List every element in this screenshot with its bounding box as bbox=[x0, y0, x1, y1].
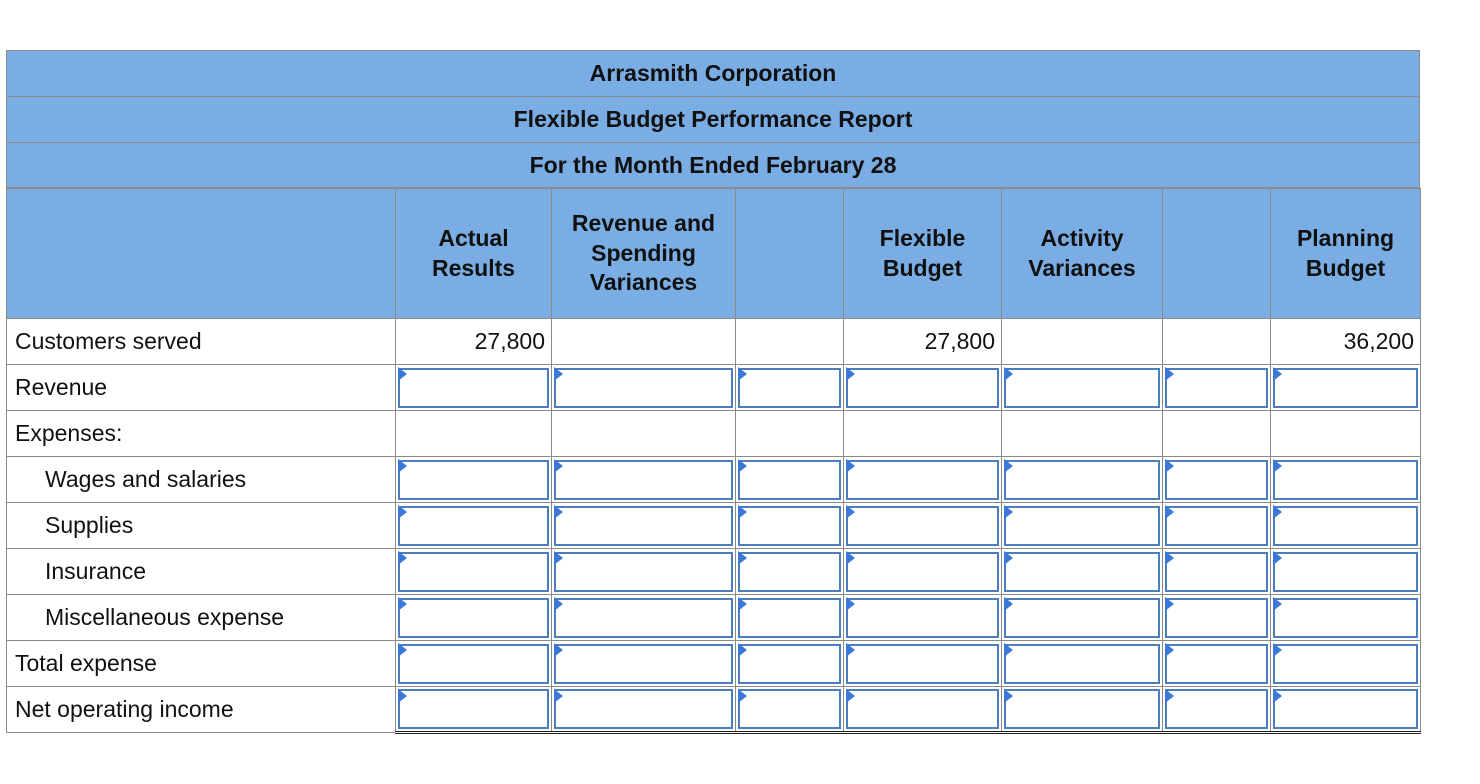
input-indicator-icon bbox=[1004, 367, 1013, 381]
answer-input[interactable] bbox=[398, 552, 549, 592]
answer-input[interactable] bbox=[398, 506, 549, 546]
answer-input-cell[interactable] bbox=[736, 365, 844, 411]
answer-input-cell[interactable] bbox=[1163, 687, 1271, 733]
answer-input-cell[interactable] bbox=[844, 641, 1002, 687]
answer-input[interactable] bbox=[1273, 644, 1418, 684]
planning-budget-value: 36,200 bbox=[1271, 319, 1421, 365]
input-indicator-icon bbox=[398, 367, 407, 381]
empty-cell bbox=[1163, 319, 1271, 365]
answer-input-cell[interactable] bbox=[1002, 687, 1163, 733]
answer-input[interactable] bbox=[1004, 460, 1160, 500]
row-label: Wages and salaries bbox=[7, 457, 396, 503]
empty-cell bbox=[396, 411, 552, 457]
input-indicator-icon bbox=[398, 643, 407, 657]
input-indicator-icon bbox=[1273, 459, 1282, 473]
input-indicator-icon bbox=[554, 459, 563, 473]
answer-input-cell[interactable] bbox=[1002, 641, 1163, 687]
input-indicator-icon bbox=[554, 597, 563, 611]
answer-input[interactable] bbox=[554, 644, 733, 684]
input-indicator-icon bbox=[1165, 367, 1174, 381]
row-label: Revenue bbox=[7, 365, 396, 411]
actual-results-value: 27,800 bbox=[396, 319, 552, 365]
input-indicator-icon bbox=[1165, 505, 1174, 519]
answer-input-cell[interactable] bbox=[1271, 365, 1421, 411]
input-indicator-icon bbox=[554, 643, 563, 657]
answer-input[interactable] bbox=[738, 644, 841, 684]
input-indicator-icon bbox=[846, 689, 855, 703]
answer-input-cell[interactable] bbox=[1002, 457, 1163, 503]
answer-input[interactable] bbox=[738, 368, 841, 408]
answer-input-cell[interactable] bbox=[1002, 365, 1163, 411]
input-indicator-icon bbox=[398, 597, 407, 611]
input-indicator-icon bbox=[1165, 551, 1174, 565]
input-indicator-icon bbox=[846, 505, 855, 519]
row-supplies bbox=[7, 503, 1421, 549]
row-net-operating-income bbox=[7, 687, 1421, 733]
row-label: Total expense bbox=[7, 641, 396, 687]
answer-input-cell[interactable] bbox=[736, 595, 844, 641]
header-blank-2 bbox=[1163, 189, 1271, 319]
answer-input-cell[interactable] bbox=[1163, 457, 1271, 503]
row-label: Customers served bbox=[7, 319, 396, 365]
answer-input-cell[interactable] bbox=[552, 595, 736, 641]
input-indicator-icon bbox=[398, 459, 407, 473]
answer-input-cell[interactable] bbox=[736, 641, 844, 687]
answer-input[interactable] bbox=[554, 689, 733, 729]
answer-input[interactable] bbox=[846, 506, 999, 546]
input-indicator-icon bbox=[738, 643, 747, 657]
answer-input-cell[interactable] bbox=[844, 365, 1002, 411]
input-indicator-icon bbox=[1273, 505, 1282, 519]
input-indicator-icon bbox=[1273, 367, 1282, 381]
row-label: Supplies bbox=[7, 503, 396, 549]
answer-input-cell[interactable] bbox=[844, 549, 1002, 595]
empty-cell bbox=[844, 411, 1002, 457]
answer-input-cell[interactable] bbox=[736, 457, 844, 503]
row-revenue bbox=[7, 365, 1421, 411]
row-customers-served bbox=[7, 319, 1421, 365]
input-indicator-icon bbox=[1273, 643, 1282, 657]
header-blank bbox=[7, 189, 396, 319]
answer-input[interactable] bbox=[1004, 368, 1160, 408]
answer-input-cell[interactable] bbox=[1271, 595, 1421, 641]
answer-input[interactable] bbox=[846, 552, 999, 592]
answer-input-cell[interactable] bbox=[396, 457, 552, 503]
answer-input[interactable] bbox=[1273, 552, 1418, 592]
input-indicator-icon bbox=[1273, 597, 1282, 611]
answer-input-cell[interactable] bbox=[1271, 457, 1421, 503]
answer-input[interactable] bbox=[398, 368, 549, 408]
input-indicator-icon bbox=[738, 367, 747, 381]
answer-input[interactable] bbox=[1165, 598, 1268, 638]
answer-input[interactable] bbox=[554, 368, 733, 408]
answer-input[interactable] bbox=[738, 552, 841, 592]
empty-cell bbox=[1163, 411, 1271, 457]
input-indicator-icon bbox=[398, 689, 407, 703]
input-indicator-icon bbox=[1004, 505, 1013, 519]
answer-input[interactable] bbox=[1165, 368, 1268, 408]
input-indicator-icon bbox=[738, 689, 747, 703]
empty-cell bbox=[552, 411, 736, 457]
answer-input-cell[interactable] bbox=[552, 365, 736, 411]
answer-input-cell[interactable] bbox=[396, 365, 552, 411]
row-expenses-header bbox=[7, 411, 1421, 457]
answer-input-cell[interactable] bbox=[736, 503, 844, 549]
answer-input-cell[interactable] bbox=[1271, 687, 1421, 733]
answer-input-cell[interactable] bbox=[1271, 549, 1421, 595]
header-blank-1 bbox=[736, 189, 844, 319]
input-indicator-icon bbox=[1165, 643, 1174, 657]
report-period: For the Month Ended February 28 bbox=[6, 142, 1420, 188]
answer-input[interactable] bbox=[738, 689, 841, 729]
answer-input-cell[interactable] bbox=[396, 595, 552, 641]
answer-input[interactable] bbox=[1004, 506, 1160, 546]
input-indicator-icon bbox=[1165, 689, 1174, 703]
empty-cell bbox=[1002, 319, 1163, 365]
answer-input[interactable] bbox=[1004, 644, 1160, 684]
input-indicator-icon bbox=[738, 505, 747, 519]
answer-input-cell[interactable] bbox=[552, 549, 736, 595]
header-revenue-spending-variances: Revenue and Spending Variances bbox=[552, 189, 736, 319]
row-label: Expenses: bbox=[7, 411, 396, 457]
answer-input[interactable] bbox=[1004, 689, 1160, 729]
answer-input-cell[interactable] bbox=[1163, 549, 1271, 595]
answer-input[interactable] bbox=[846, 460, 999, 500]
answer-input-cell[interactable] bbox=[736, 687, 844, 733]
input-indicator-icon bbox=[554, 505, 563, 519]
input-indicator-icon bbox=[738, 459, 747, 473]
row-label: Miscellaneous expense bbox=[7, 595, 396, 641]
answer-input[interactable] bbox=[1273, 460, 1418, 500]
input-indicator-icon bbox=[398, 551, 407, 565]
answer-input-cell[interactable] bbox=[1271, 503, 1421, 549]
answer-input-cell[interactable] bbox=[1002, 503, 1163, 549]
answer-input[interactable] bbox=[1004, 598, 1160, 638]
answer-input-cell[interactable] bbox=[1002, 595, 1163, 641]
answer-input[interactable] bbox=[1273, 598, 1418, 638]
column-header-row bbox=[7, 189, 1421, 319]
input-indicator-icon bbox=[846, 459, 855, 473]
input-indicator-icon bbox=[846, 367, 855, 381]
empty-cell bbox=[736, 319, 844, 365]
answer-input[interactable] bbox=[738, 598, 841, 638]
input-indicator-icon bbox=[398, 505, 407, 519]
answer-input-cell[interactable] bbox=[396, 687, 552, 733]
row-label: Net operating income bbox=[7, 687, 396, 733]
answer-input-cell[interactable] bbox=[1163, 503, 1271, 549]
row-wages-and-salaries bbox=[7, 457, 1421, 503]
input-indicator-icon bbox=[738, 597, 747, 611]
answer-input[interactable] bbox=[846, 598, 999, 638]
answer-input[interactable] bbox=[554, 506, 733, 546]
answer-input-cell[interactable] bbox=[1271, 641, 1421, 687]
input-indicator-icon bbox=[1004, 597, 1013, 611]
input-indicator-icon bbox=[1004, 643, 1013, 657]
answer-input-cell[interactable] bbox=[844, 503, 1002, 549]
answer-input-cell[interactable] bbox=[396, 641, 552, 687]
answer-input-cell[interactable] bbox=[1002, 549, 1163, 595]
answer-input-cell[interactable] bbox=[396, 503, 552, 549]
answer-input[interactable] bbox=[398, 644, 549, 684]
input-indicator-icon bbox=[1165, 597, 1174, 611]
empty-cell bbox=[1002, 411, 1163, 457]
flexible-budget-value: 27,800 bbox=[844, 319, 1002, 365]
answer-input[interactable] bbox=[846, 368, 999, 408]
row-insurance bbox=[7, 549, 1421, 595]
input-indicator-icon bbox=[1273, 689, 1282, 703]
answer-input[interactable] bbox=[1165, 644, 1268, 684]
answer-input[interactable] bbox=[398, 598, 549, 638]
header-activity-variances: Activity Variances bbox=[1002, 189, 1163, 319]
answer-input-cell[interactable] bbox=[552, 457, 736, 503]
answer-input-cell[interactable] bbox=[736, 549, 844, 595]
row-label: Insurance bbox=[7, 549, 396, 595]
answer-input[interactable] bbox=[1273, 506, 1418, 546]
empty-cell bbox=[552, 319, 736, 365]
answer-input-cell[interactable] bbox=[844, 457, 1002, 503]
answer-input[interactable] bbox=[846, 644, 999, 684]
company-name: Arrasmith Corporation bbox=[6, 50, 1420, 96]
answer-input[interactable] bbox=[1165, 506, 1268, 546]
input-indicator-icon bbox=[1273, 551, 1282, 565]
answer-input-cell[interactable] bbox=[1163, 641, 1271, 687]
row-total-expense bbox=[7, 641, 1421, 687]
performance-report bbox=[6, 50, 1420, 734]
input-indicator-icon bbox=[1004, 459, 1013, 473]
report-title: Flexible Budget Performance Report bbox=[6, 96, 1420, 142]
answer-input[interactable] bbox=[398, 689, 549, 729]
header-planning-budget: Planning Budget bbox=[1271, 189, 1421, 319]
answer-input[interactable] bbox=[554, 460, 733, 500]
input-indicator-icon bbox=[554, 689, 563, 703]
input-indicator-icon bbox=[1004, 689, 1013, 703]
answer-input[interactable] bbox=[738, 460, 841, 500]
answer-input[interactable] bbox=[554, 552, 733, 592]
input-indicator-icon bbox=[1165, 459, 1174, 473]
answer-input[interactable] bbox=[1165, 689, 1268, 729]
answer-input-cell[interactable] bbox=[552, 641, 736, 687]
answer-input[interactable] bbox=[738, 506, 841, 546]
answer-input-cell[interactable] bbox=[552, 503, 736, 549]
report-table bbox=[6, 188, 1421, 734]
input-indicator-icon bbox=[846, 643, 855, 657]
answer-input[interactable] bbox=[1273, 689, 1418, 729]
answer-input[interactable] bbox=[1273, 368, 1418, 408]
input-indicator-icon bbox=[554, 367, 563, 381]
answer-input-cell[interactable] bbox=[844, 595, 1002, 641]
row-miscellaneous-expense bbox=[7, 595, 1421, 641]
answer-input-cell[interactable] bbox=[1163, 595, 1271, 641]
input-indicator-icon bbox=[1004, 551, 1013, 565]
input-indicator-icon bbox=[846, 597, 855, 611]
answer-input[interactable] bbox=[554, 598, 733, 638]
answer-input[interactable] bbox=[398, 460, 549, 500]
answer-input-cell[interactable] bbox=[396, 549, 552, 595]
empty-cell bbox=[1271, 411, 1421, 457]
input-indicator-icon bbox=[738, 551, 747, 565]
header-flexible-budget: Flexible Budget bbox=[844, 189, 1002, 319]
answer-input-cell[interactable] bbox=[844, 687, 1002, 733]
answer-input[interactable] bbox=[846, 689, 999, 729]
answer-input[interactable] bbox=[1165, 460, 1268, 500]
empty-cell bbox=[736, 411, 844, 457]
answer-input-cell[interactable] bbox=[1163, 365, 1271, 411]
answer-input[interactable] bbox=[1004, 552, 1160, 592]
answer-input-cell[interactable] bbox=[552, 687, 736, 733]
answer-input[interactable] bbox=[1165, 552, 1268, 592]
header-actual-results: Actual Results bbox=[396, 189, 552, 319]
input-indicator-icon bbox=[554, 551, 563, 565]
input-indicator-icon bbox=[846, 551, 855, 565]
